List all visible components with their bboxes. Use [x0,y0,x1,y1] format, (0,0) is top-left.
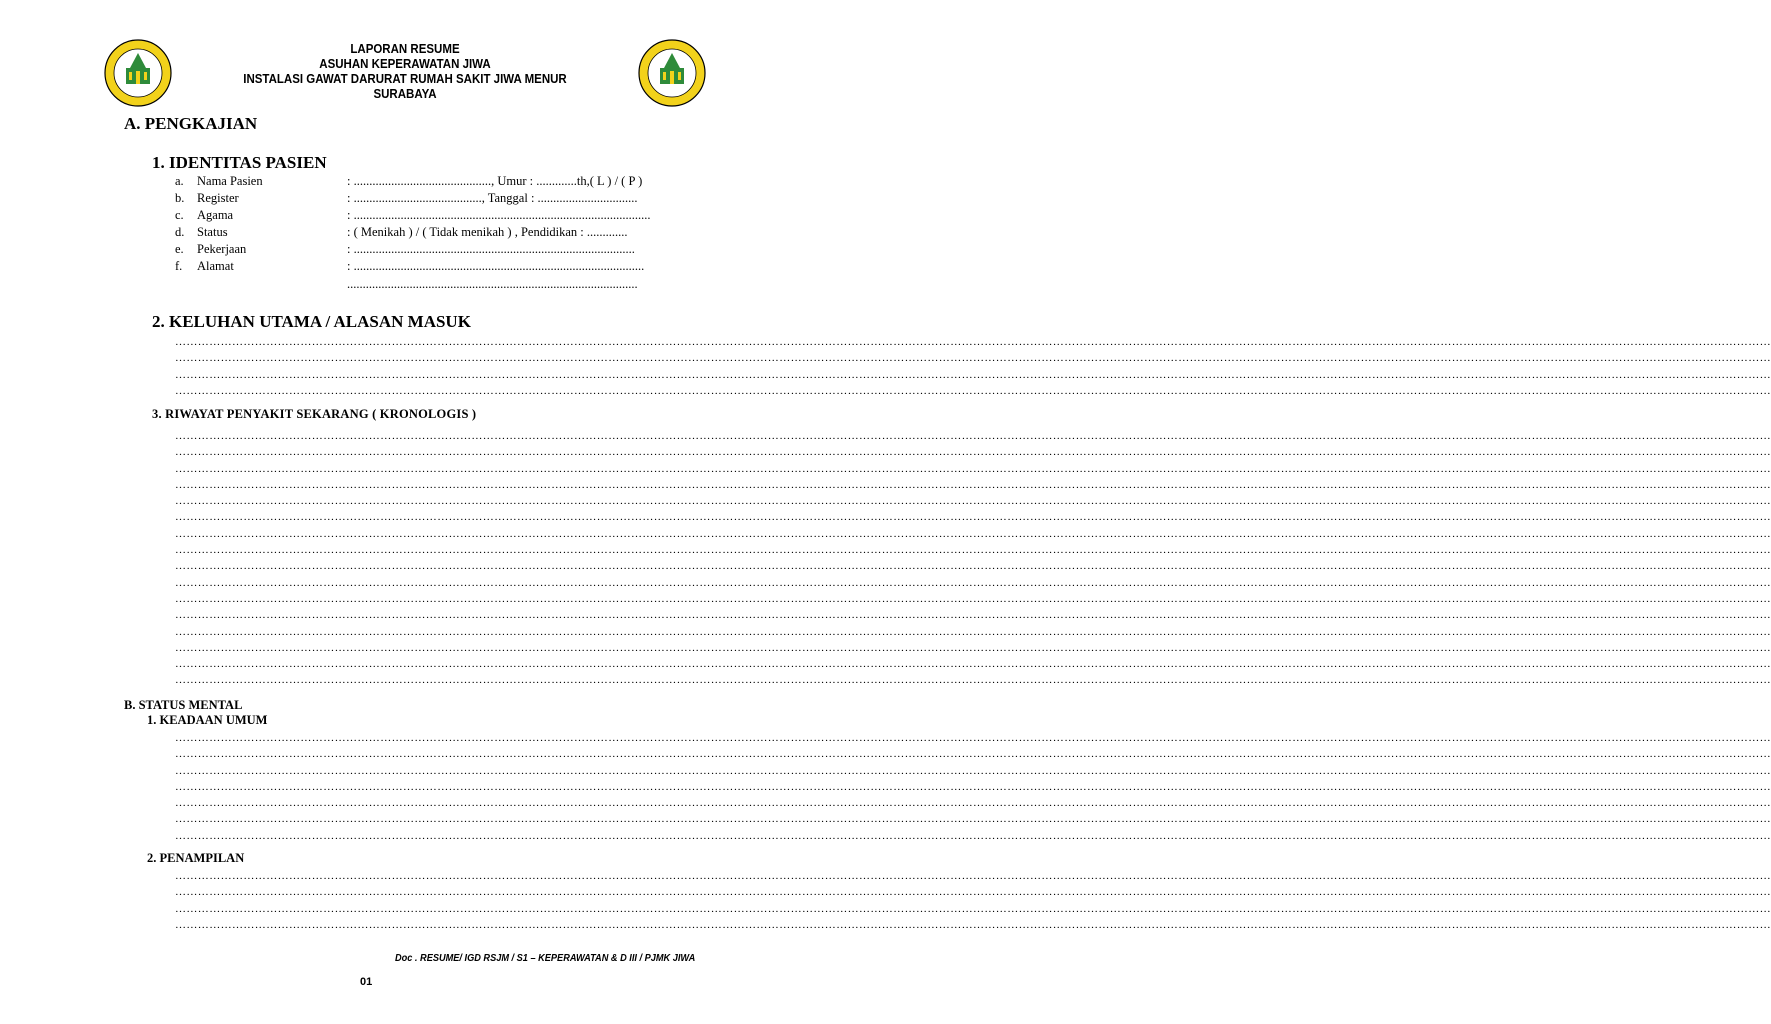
hospital-logo-right [637,38,707,108]
dotted-answer-line[interactable]: …………………………………………………………………………………………………………………………………………………………………………………………………………………………………………………………………………………………………………………………………………………………………………………… [175,829,1771,842]
dotted-answer-line[interactable]: …………………………………………………………………………………………………………………………………………………………………………………………………………………………………………………………………………………………………………………………………………………………………………………… [175,658,1771,671]
identitas-row [175,277,715,294]
keluhan-title: 2. KELUHAN UTAMA / ALASAN MASUK [152,312,471,331]
riwayat-answer-lines[interactable] [175,428,1771,689]
document-header [198,42,612,102]
row-label: Register [197,191,239,205]
dotted-answer-line[interactable]: …………………………………………………………………………………………………………………………………………………………………………………………………………………………………………………………………………………………………………………………………………………………………………………… [175,478,1771,491]
identitas-row [175,191,715,208]
header-line-1: LAPORAN RESUME [350,42,460,56]
section-b-title: B. STATUS MENTAL [124,698,243,712]
identitas-row [175,242,715,259]
row-letter: e. [175,242,184,256]
dotted-answer-line[interactable]: …………………………………………………………………………………………………………………………………………………………………………………………………………………………………………………………………………………………………………………………………………………………………………………… [175,446,1771,459]
row-letter: b. [175,191,185,205]
row-letter: d. [175,225,185,239]
riwayat-title: 3. RIWAYAT PENYAKIT SEKARANG ( KRONOLOGIS ) [152,407,477,421]
hospital-logo-left [103,38,173,108]
row-letter: c. [175,208,184,222]
row-fill-field[interactable]: : ............................................................................................... [347,208,651,222]
dotted-answer-line[interactable]: …………………………………………………………………………………………………………………………………………………………………………………………………………………………………………………………………………………………………………………………………………………………………………………… [175,352,1771,365]
keadaan-answer-lines[interactable] [175,730,1771,844]
dotted-answer-line[interactable]: …………………………………………………………………………………………………………………………………………………………………………………………………………………………………………………………………………………………………………………………………………………………………………………… [175,674,1771,687]
dotted-answer-line[interactable]: …………………………………………………………………………………………………………………………………………………………………………………………………………………………………………………………………………………………………………………………………………………………………………………… [175,902,1771,915]
identitas-row [175,174,715,191]
header-line-4: SURABAYA [373,87,437,101]
footer-doc-ref: Doc . RESUME/ IGD RSJM / S1 – KEPERAWATAN & D III / PJMK JIWA [395,953,696,964]
penampilan-title: 2. PENAMPILAN [147,851,245,865]
row-fill-field[interactable]: : ........................................., Tanggal : ................................ [347,191,638,205]
dotted-answer-line[interactable]: …………………………………………………………………………………………………………………………………………………………………………………………………………………………………………………………………………………………………………………………………………………………………………………… [175,918,1771,931]
dotted-answer-line[interactable]: …………………………………………………………………………………………………………………………………………………………………………………………………………………………………………………………………………………………………………………………………………………………………………………… [175,544,1771,557]
penampilan-answer-lines[interactable] [175,868,1771,933]
dotted-answer-line[interactable]: …………………………………………………………………………………………………………………………………………………………………………………………………………………………………………………………………………………………………………………………………………………………………………………… [175,511,1771,524]
dotted-answer-line[interactable]: …………………………………………………………………………………………………………………………………………………………………………………………………………………………………………………………………………………………………………………………………………………………………………………… [175,384,1771,397]
dotted-answer-line[interactable]: …………………………………………………………………………………………………………………………………………………………………………………………………………………………………………………………………………………………………………………………………………………………………………………… [175,641,1771,654]
row-letter: f. [175,259,183,273]
row-fill-field[interactable]: : .......................................................................................... [347,242,635,256]
dotted-answer-line[interactable]: …………………………………………………………………………………………………………………………………………………………………………………………………………………………………………………………………………………………………………………………………………………………………………………… [175,430,1771,442]
dotted-answer-line[interactable]: …………………………………………………………………………………………………………………………………………………………………………………………………………………………………………………………………………………………………………………………………………………………………………………… [175,813,1771,826]
dotted-answer-line[interactable]: …………………………………………………………………………………………………………………………………………………………………………………………………………………………………………………………………………………………………………………………………………………………………………………… [175,576,1771,589]
dotted-answer-line[interactable]: …………………………………………………………………………………………………………………………………………………………………………………………………………………………………………………………………………………………………………………………………………………………………………………… [175,764,1771,777]
identitas-title: 1. IDENTITAS PASIEN [152,153,327,172]
row-letter: a. [175,174,184,188]
row-fill-field[interactable]: ............................................................................................. [347,277,638,291]
identitas-row [175,208,715,225]
identitas-row [175,259,715,276]
dotted-answer-line[interactable]: …………………………………………………………………………………………………………………………………………………………………………………………………………………………………………………………………………………………………………………………………………………………………………………… [175,870,1771,882]
section-a-title: A. PENGKAJIAN [124,114,258,133]
identitas-row [175,225,715,242]
row-label: Alamat [197,259,234,273]
dotted-answer-line[interactable]: …………………………………………………………………………………………………………………………………………………………………………………………………………………………………………………………………………………………………………………………………………………………………………………… [175,336,1771,348]
row-fill-field[interactable]: : ( Menikah ) / ( Tidak menikah ) , Pendidikan : ............. [347,225,628,239]
dotted-answer-line[interactable]: …………………………………………………………………………………………………………………………………………………………………………………………………………………………………………………………………………………………………………………………………………………………………………………… [175,780,1771,793]
page-number: 01 [360,976,373,988]
keadaan-umum-title: 1. KEADAAN UMUM [147,713,268,727]
dotted-answer-line[interactable]: …………………………………………………………………………………………………………………………………………………………………………………………………………………………………………………………………………………………………………………………………………………………………………………… [175,748,1771,761]
dotted-answer-line[interactable]: …………………………………………………………………………………………………………………………………………………………………………………………………………………………………………………………………………………………………………………………………………………………………………………… [175,609,1771,622]
keluhan-answer-lines[interactable] [175,334,1771,399]
row-label: Agama [197,208,234,222]
dotted-answer-line[interactable]: …………………………………………………………………………………………………………………………………………………………………………………………………………………………………………………………………………………………………………………………………………………………………………………… [175,560,1771,573]
dotted-answer-line[interactable]: …………………………………………………………………………………………………………………………………………………………………………………………………………………………………………………………………………………………………………………………………………………………………………………… [175,625,1771,638]
dotted-answer-line[interactable]: …………………………………………………………………………………………………………………………………………………………………………………………………………………………………………………………………………………………………………………………………………………………………………………… [175,495,1771,508]
header-line-2: ASUHAN KEPERAWATAN JIWA [319,57,491,71]
dotted-answer-line[interactable]: …………………………………………………………………………………………………………………………………………………………………………………………………………………………………………………………………………………………………………………………………………………………………………………… [175,592,1771,605]
dotted-answer-line[interactable]: …………………………………………………………………………………………………………………………………………………………………………………………………………………………………………………………………………………………………………………………………………………………………………………… [175,797,1771,810]
row-fill-field[interactable]: : ............................................, Umur : .............th,( L ) / ( P ) [347,174,643,188]
row-label: Pekerjaan [197,242,247,256]
dotted-answer-line[interactable]: …………………………………………………………………………………………………………………………………………………………………………………………………………………………………………………………………………………………………………………………………………………………………………………… [175,462,1771,475]
row-label: Status [197,225,228,239]
dotted-answer-line[interactable]: …………………………………………………………………………………………………………………………………………………………………………………………………………………………………………………………………………………………………………………………………………………………………………………… [175,527,1771,540]
dotted-answer-line[interactable]: …………………………………………………………………………………………………………………………………………………………………………………………………………………………………………………………………………………………………………………………………………………………………………………… [175,368,1771,381]
header-line-3: INSTALASI GAWAT DARURAT RUMAH SAKIT JIWA MENUR [243,72,567,86]
row-label: Nama Pasien [197,174,263,188]
dotted-answer-line[interactable]: …………………………………………………………………………………………………………………………………………………………………………………………………………………………………………………………………………………………………………………………………………………………………………………… [175,732,1771,744]
row-fill-field[interactable]: : ............................................................................................. [347,259,645,273]
dotted-answer-line[interactable]: …………………………………………………………………………………………………………………………………………………………………………………………………………………………………………………………………………………………………………………………………………………………………………………… [175,886,1771,899]
